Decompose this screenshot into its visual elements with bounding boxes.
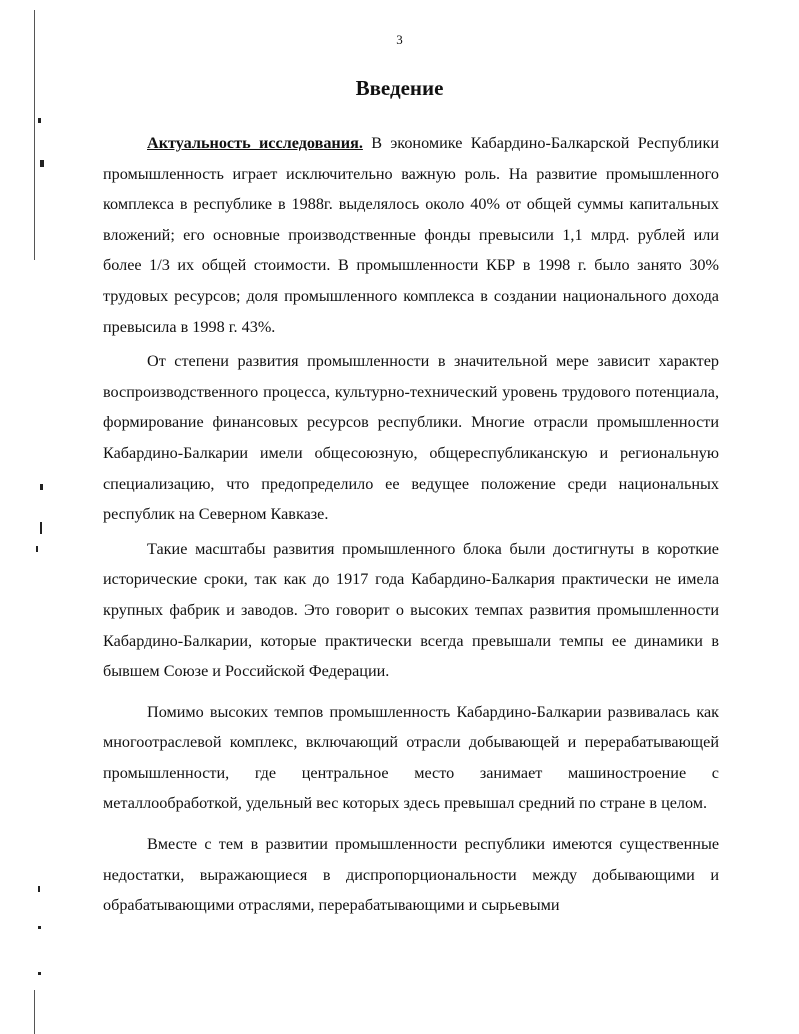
scan-speck xyxy=(38,118,41,123)
paragraph-relevance xyxy=(103,128,719,342)
scan-speck xyxy=(36,546,38,552)
scan-speck xyxy=(38,926,41,929)
page-title: Введение xyxy=(355,76,444,100)
scan-speck xyxy=(40,522,42,534)
paragraph-scale: Такие масштабы развития промышленного блока были достигнуты в короткие исторические сроки, так как до 1917 года Кабардино-Балкария практически не имела крупных фабрик и заводов. Это говорит о высоких темпах развития промышленности Кабардино-Балкарии, которые практически всегда превышали темпы ее динамики в бывшем Союзе и Российской Федерации. xyxy=(103,539,719,681)
scan-speck xyxy=(38,972,41,975)
paragraph-development-level: От степени развития промышленности в значительной мере зависит характер воспроизводственного процесса, культурно-технический уровень трудового потенциала, формирование финансовых ресурсов республики. Многие отрасли промышленности Кабардино-Балкарии имели общесоюзную, общереспубликанскую и региональную специализацию, что предопределило ее ведущее положение среди национальных республик на Северном Кавказе. xyxy=(103,352,719,524)
relevance-heading: Актуальность исследования. xyxy=(147,134,363,152)
scan-margin-marks xyxy=(0,0,60,1034)
paragraph-multisector: Помимо высоких темпов промышленность Кабардино-Балкарии развивалась как многоотраслевой комплекс, включающий отрасли добывающей и перерабатывающей промышленности, где центральное место занимает машиностроение с металлообработкой, удельный вес которых здесь превышал средний по стране в целом. xyxy=(103,702,719,813)
scan-speck xyxy=(40,484,43,490)
paragraph-text: В экономике Кабардино-Балкарской Республики промышленность играет исключительно важную роль. На развитие промышленного комплекса в республике в 1988г. выделялось около 40% от общей суммы капитальных вложений; его основные производственные фонды превысили 1,1 млрд. рублей или более 1/3 их общей стоимости. В промышленности КБР в 1998 г. было занято 30% трудовых ресурсов; доля промышленного комплекса в создании национального дохода превысила в 1998 г. 43%. xyxy=(103,134,719,336)
scan-speck xyxy=(40,160,44,167)
page-number: 3 xyxy=(396,32,403,47)
document-body xyxy=(103,128,719,921)
scan-edge-line xyxy=(34,990,35,1034)
scan-speck xyxy=(38,886,40,892)
paragraph-shortcomings: Вместе с тем в развитии промышленности республики имеются существенные недостатки, выражающиеся в диспропорциональности между добывающими и обрабатывающими отраслями, перерабатывающими и сырьевыми xyxy=(103,835,719,915)
